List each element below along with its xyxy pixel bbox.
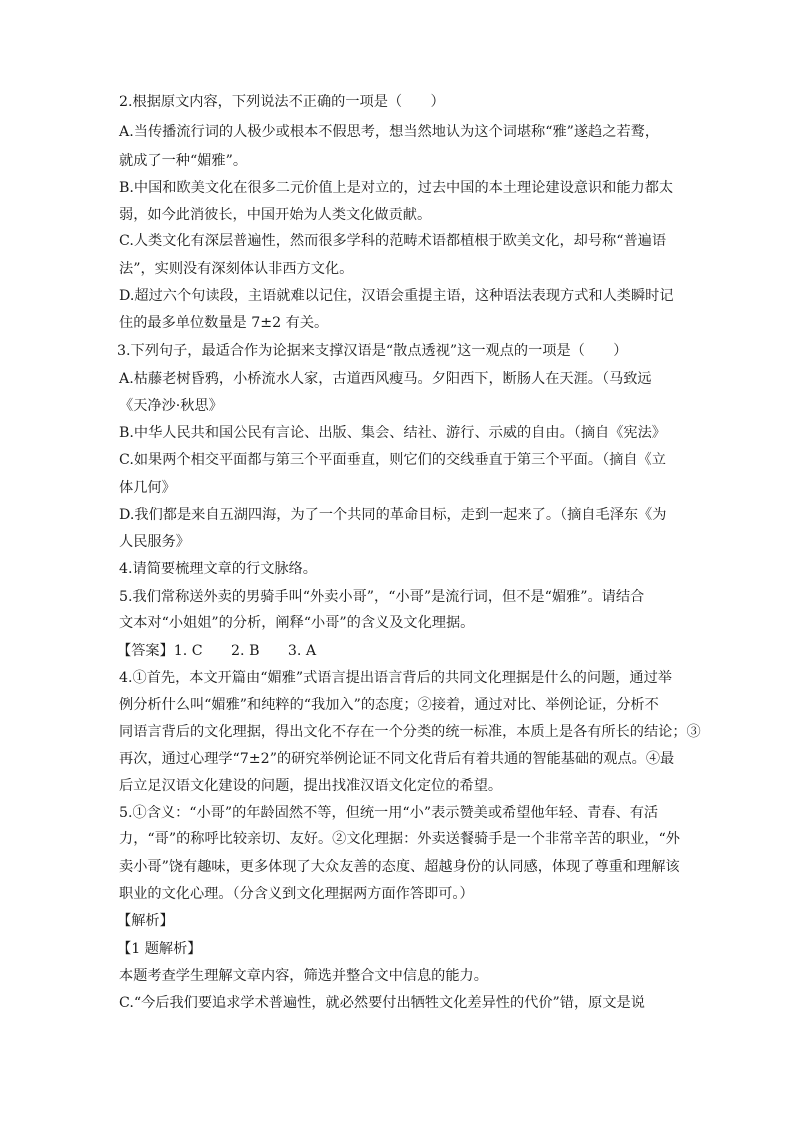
text-line: D.我们都是来自五湖四海，为了一个共同的革命目标，走到一起来了。（摘自毛泽东《为 [119,507,667,523]
text-line: 卖小哥”饶有趣味，更多体现了大众友善的态度、超越身份的认同感，体现了尊重和理解该 [119,859,680,875]
answer-heading: 【答案】1. C 2. B 3. A [117,643,317,659]
text-line: 力，“哥”的称呼比较亲切、友好。②文化理据：外卖送餐骑手是一个非常辛苦的职业，“外 [119,831,680,847]
question-4-stem: 4.请简要梳理文章的行文脉络。 [119,561,317,577]
text-line: 后立足汉语文化建设的问题，提出找准汉语文化定位的希望。 [119,778,503,794]
question-3-stem: 3.下列句子，最适合作为论据来支撑汉语是“散点透视”这一观点的一项是（ ） [117,343,628,359]
text-line: 人民服务》 [119,534,190,550]
text-line: 法”，实则没有深刻体认非西方文化。 [119,261,354,277]
text-line: C.人类文化有深层普遍性，然而很多学科的范畴术语都植根于欧美文化，却号称“普遍语 [119,233,667,249]
text-line: 体几何》 [119,480,176,496]
text-line: 4.①首先，本文开篇由“媚雅”式语言提出语言背后的共同文化理据是什么的问题，通过举 [119,670,672,686]
text-line: 《天净沙·秋思》 [119,398,223,414]
text-line: D.超过六个句读段，主语就难以记住，汉语会重提主语，这种语法表现方式和人类瞬时记 [119,288,674,304]
text-line: C.“今后我们要追求学术普遍性，就必然要付出牺牲文化差异性的代价”错，原文是说 [119,995,645,1011]
analysis-heading: 【解析】 [117,913,174,929]
text-line: 文本对“小姐姐”的分析，阐释“小哥”的含义及文化理据。 [119,615,475,631]
text-line: B.中国和欧美文化在很多二元价值上是对立的，过去中国的本土理论建设意识和能力都太 [119,180,674,196]
text-line: A.枯藤老树昏鸦，小桥流水人家，古道西风瘦马。夕阳西下，断肠人在天涯。（马致远 [119,371,652,387]
text-line: 职业的文化心理。（分含义到文化理据两方面作答即可。） [119,886,474,902]
text-line: C.如果两个相交平面都与第三个平面垂直，则它们的交线垂直于第三个平面。（摘自《立 [119,452,666,468]
question-5-stem: 5.我们常称送外卖的男骑手叫“外卖小哥”，“小哥”是流行词，但不是“媚雅”。请结合 [119,589,645,605]
analysis-1-heading: 【1 题解析】 [117,941,202,957]
text-line: 本题考查学生理解文章内容，筛选并整合文中信息的能力。 [119,968,488,984]
text-line: 再次，通过心理学“7±2”的研究举例论证不同文化背后有着共通的智能基础的观点。④最 [119,751,675,767]
text-line: 就成了一种“媚雅”。 [119,153,248,169]
text-line: 同语言背后的文化理据，得出文化不存在一个分类的统一标准，本质上是各有所长的结论；③ [119,724,701,740]
text-line: 5.①含义：“小哥”的年龄固然不等，但统一用“小”表示赞美或希望他年轻、青春、有活 [119,805,659,821]
text-line: B.中华人民共和国公民有言论、出版、集会、结社、游行、示威的自由。（摘自《宪法》 [119,425,666,441]
question-2-stem: 2.根据原文内容，下列说法不正确的一项是（ ） [119,94,445,110]
text-line: 弱，如今此消彼长，中国开始为人类文化做贡献。 [119,207,432,223]
text-line: 住的最多单位数量是 7±2 有关。 [119,315,329,331]
text-line: A.当传播流行词的人极少或根本不假思考，想当然地认为这个词堪称“雅”遂趋之若鹜， [119,124,660,140]
text-line: 例分析什么叫“媚雅”和纯粹的“我加入”的态度；②接着，通过对比、举例论证，分析不 [119,697,659,713]
